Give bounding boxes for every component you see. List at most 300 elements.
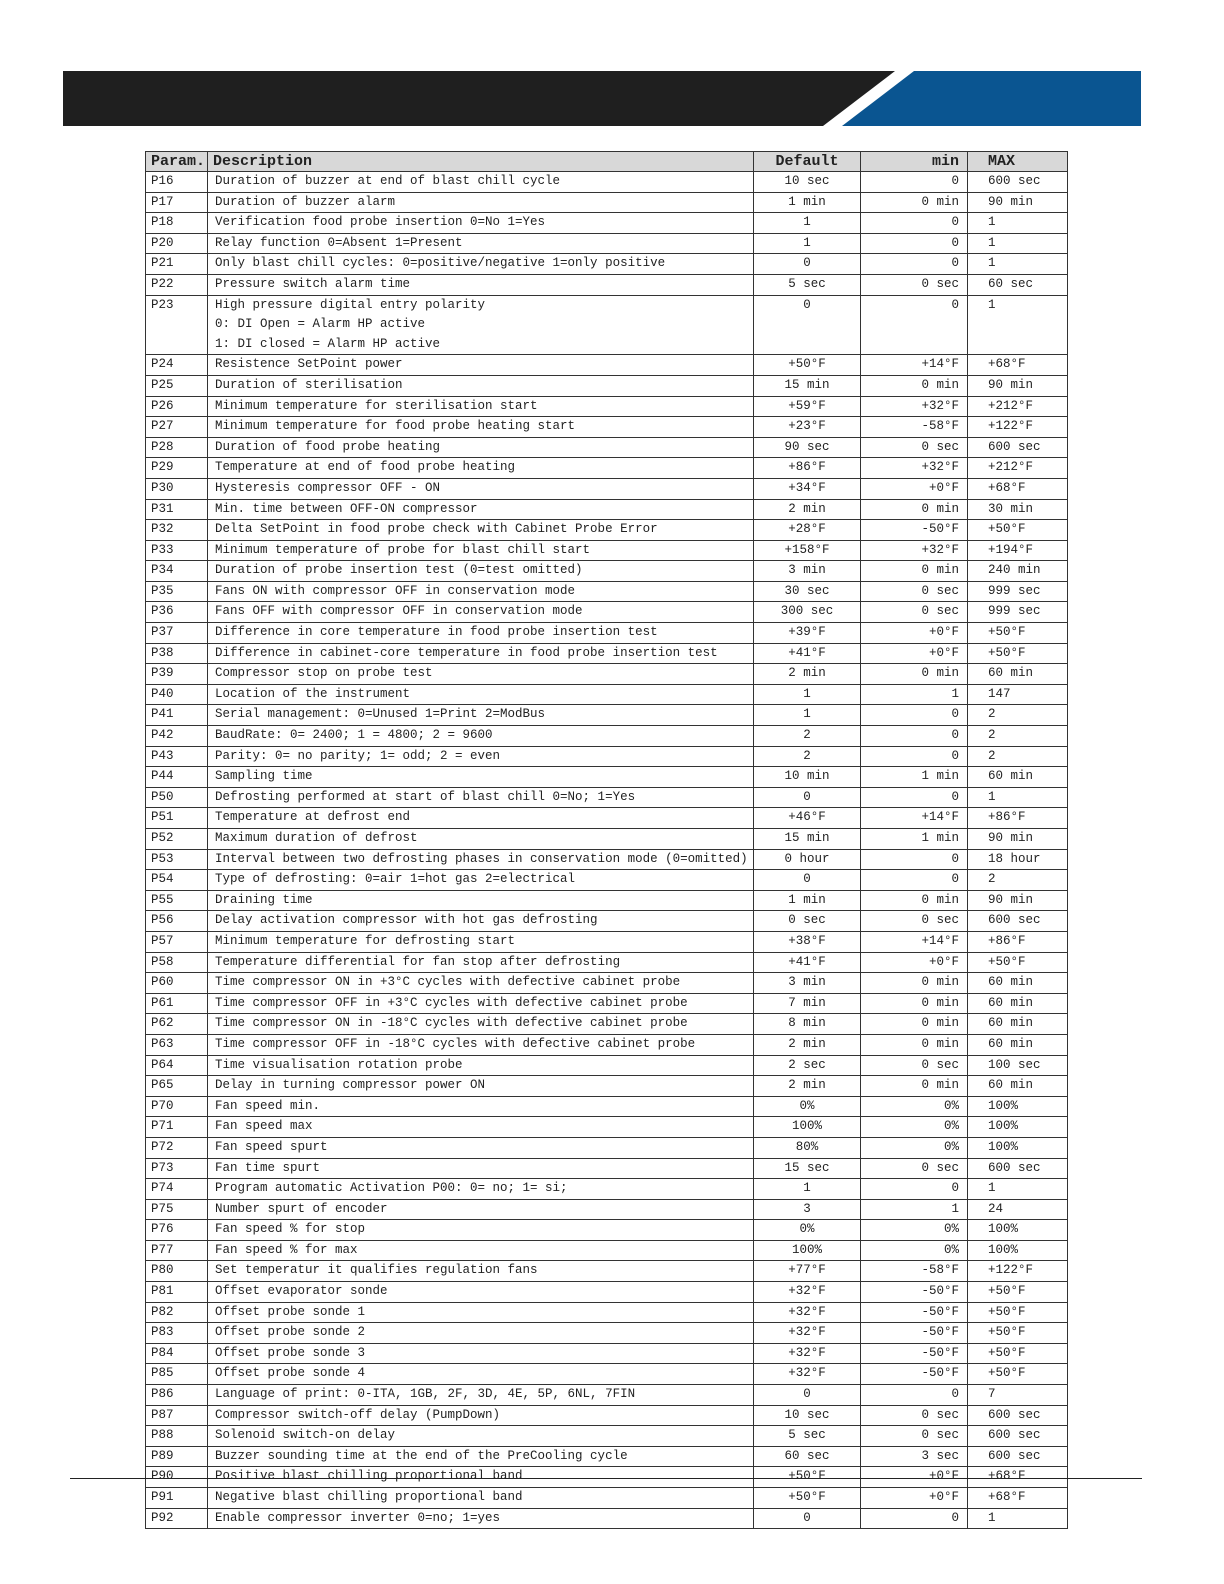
param-description [208, 1364, 754, 1385]
default-value: 60 sec [754, 1446, 861, 1467]
max-value: +50°F [968, 952, 1068, 973]
max-value: 600 sec [968, 1158, 1068, 1179]
description-line: Time visualisation rotation probe [215, 1057, 463, 1072]
param-code: P52 [146, 829, 208, 850]
param-description [208, 705, 754, 726]
description-line: Delta SetPoint in food probe check with Cabinet Probe Error [215, 522, 658, 537]
banner-blue-band [842, 71, 1141, 126]
param-code: P91 [146, 1488, 208, 1509]
table-row [146, 1137, 1068, 1158]
max-value: 1 [968, 1179, 1068, 1200]
param-description [208, 499, 754, 520]
description-line: Enable compressor inverter 0=no; 1=yes [215, 1510, 501, 1525]
param-code: P42 [146, 726, 208, 747]
description-line: Verification food probe insertion 0=No 1=Yes [215, 215, 546, 230]
default-value: +50°F [754, 1467, 861, 1488]
param-description [208, 520, 754, 541]
max-value: +50°F [968, 1323, 1068, 1344]
table-row [146, 295, 1068, 355]
table-row [146, 396, 1068, 417]
description-line: Offset probe sonde 2 [215, 1325, 366, 1340]
description-line: Draining time [215, 892, 313, 907]
param-code: P17 [146, 192, 208, 213]
description-line: Fan speed % for stop [215, 1222, 366, 1237]
min-value: 0 min [861, 1034, 968, 1055]
max-value: +68°F [968, 478, 1068, 499]
description-line: Set temperatur it qualifies regulation fans [215, 1263, 538, 1278]
table-row [146, 973, 1068, 994]
param-description [208, 1014, 754, 1035]
description-line: Duration of buzzer at end of blast chill cycle [215, 174, 561, 188]
description-line: Minimum temperature for food probe heating start [215, 419, 576, 434]
table-row [146, 254, 1068, 275]
param-code: P40 [146, 684, 208, 705]
description-line: Fan speed % for max [215, 1242, 358, 1257]
param-code: P76 [146, 1220, 208, 1241]
table-row [146, 643, 1068, 664]
table-row [146, 192, 1068, 213]
max-value: 24 [968, 1199, 1068, 1220]
description-line: Offset probe sonde 1 [215, 1304, 366, 1319]
max-value: +50°F [968, 1282, 1068, 1303]
default-value: +41°F [754, 643, 861, 664]
table-row [146, 581, 1068, 602]
max-value: 100% [968, 1137, 1068, 1158]
default-value: 10 min [754, 767, 861, 788]
param-description [208, 1323, 754, 1344]
header-description: Description [208, 152, 754, 172]
param-description [208, 478, 754, 499]
default-value: 0 [754, 787, 861, 808]
param-code: P83 [146, 1323, 208, 1344]
param-description [208, 643, 754, 664]
param-code: P53 [146, 849, 208, 870]
param-description [208, 1343, 754, 1364]
param-code: P74 [146, 1179, 208, 1200]
description-line: Duration of sterilisation [215, 377, 403, 392]
description-line: Sampling time [215, 769, 313, 784]
description-line: Location of the instrument [215, 686, 411, 701]
min-value: 0 min [861, 890, 968, 911]
description-line: Min. time between OFF-ON compressor [215, 501, 478, 516]
param-code: P23 [146, 295, 208, 355]
parameter-table [145, 151, 1068, 1529]
table-row [146, 1117, 1068, 1138]
min-value: 0 [861, 172, 968, 193]
header-param: Param. [146, 152, 208, 172]
default-value: 1 [754, 705, 861, 726]
min-value: +0°F [861, 623, 968, 644]
max-value: 60 min [968, 1034, 1068, 1055]
max-value: 2 [968, 746, 1068, 767]
default-value: 1 min [754, 192, 861, 213]
table-row [146, 746, 1068, 767]
min-value: +0°F [861, 478, 968, 499]
param-code: P73 [146, 1158, 208, 1179]
default-value: 1 [754, 213, 861, 234]
param-description [208, 1405, 754, 1426]
max-value: 1 [968, 787, 1068, 808]
table-row [146, 1096, 1068, 1117]
table-row [146, 890, 1068, 911]
table-row [146, 1323, 1068, 1344]
table-row [146, 1240, 1068, 1261]
max-value: 600 sec [968, 1446, 1068, 1467]
table-row [146, 417, 1068, 438]
description-line: Hysteresis compressor OFF - ON [215, 480, 441, 495]
default-value: 2 min [754, 664, 861, 685]
param-description [208, 1426, 754, 1447]
table-row [146, 602, 1068, 623]
param-description [208, 870, 754, 891]
max-value: 600 sec [968, 172, 1068, 193]
min-value: -50°F [861, 1302, 968, 1323]
max-value: 1 [968, 1508, 1068, 1529]
description-line: Fan speed spurt [215, 1139, 328, 1154]
param-code: P32 [146, 520, 208, 541]
table-row [146, 849, 1068, 870]
param-description [208, 911, 754, 932]
max-value: 18 hour [968, 849, 1068, 870]
description-line: Minimum temperature for sterilisation start [215, 398, 538, 413]
header-default: Default [754, 152, 861, 172]
table-row [146, 458, 1068, 479]
description-line: Number spurt of encoder [215, 1201, 388, 1216]
max-value: +68°F [968, 355, 1068, 376]
param-code: P29 [146, 458, 208, 479]
default-value: 2 min [754, 499, 861, 520]
param-description [208, 746, 754, 767]
table-row [146, 1405, 1068, 1426]
min-value: 0 min [861, 993, 968, 1014]
param-code: P31 [146, 499, 208, 520]
param-code: P20 [146, 233, 208, 254]
min-value: 0 min [861, 561, 968, 582]
min-value: 0 [861, 233, 968, 254]
table-row [146, 172, 1068, 193]
description-line: Difference in cabinet-core temperature in food probe insertion test [215, 645, 718, 660]
max-value: +50°F [968, 623, 1068, 644]
default-value: 10 sec [754, 172, 861, 193]
param-description [208, 931, 754, 952]
table-row [146, 1158, 1068, 1179]
min-value: +0°F [861, 643, 968, 664]
default-value: +38°F [754, 931, 861, 952]
default-value: 3 min [754, 561, 861, 582]
param-code: P87 [146, 1405, 208, 1426]
min-value: +0°F [861, 1488, 968, 1509]
default-value: +32°F [754, 1282, 861, 1303]
param-description [208, 808, 754, 829]
default-value: 8 min [754, 1014, 861, 1035]
min-value: 0% [861, 1117, 968, 1138]
param-description [208, 684, 754, 705]
param-code: P80 [146, 1261, 208, 1282]
default-value: 15 min [754, 375, 861, 396]
min-value: 0 sec [861, 602, 968, 623]
min-value: 0 [861, 787, 968, 808]
default-value: +77°F [754, 1261, 861, 1282]
min-value: 0 [861, 1179, 968, 1200]
description-line: Duration of food probe heating [215, 439, 441, 454]
default-value: 15 min [754, 829, 861, 850]
param-description [208, 1446, 754, 1467]
max-value: 90 min [968, 375, 1068, 396]
min-value: +14°F [861, 931, 968, 952]
default-value: 0 hour [754, 849, 861, 870]
default-value: 2 [754, 726, 861, 747]
param-description [208, 1179, 754, 1200]
param-description [208, 1385, 754, 1406]
min-value: 0 [861, 1508, 968, 1529]
min-value: -58°F [861, 417, 968, 438]
min-value: 1 min [861, 767, 968, 788]
max-value: 1 [968, 295, 1068, 355]
param-description [208, 1055, 754, 1076]
param-code: P28 [146, 437, 208, 458]
default-value: 2 sec [754, 1055, 861, 1076]
table-row [146, 561, 1068, 582]
min-value: 0% [861, 1220, 968, 1241]
default-value: +41°F [754, 952, 861, 973]
table-row [146, 993, 1068, 1014]
param-description [208, 213, 754, 234]
param-code: P55 [146, 890, 208, 911]
table-row [146, 213, 1068, 234]
default-value: +39°F [754, 623, 861, 644]
param-description [208, 623, 754, 644]
min-value: +0°F [861, 952, 968, 973]
table-row [146, 1426, 1068, 1447]
default-value: 10 sec [754, 1405, 861, 1426]
table-row [146, 274, 1068, 295]
param-code: P71 [146, 1117, 208, 1138]
default-value: +32°F [754, 1364, 861, 1385]
description-line: Time compressor ON in -18°C cycles with defective cabinet probe [215, 1016, 688, 1031]
table-row [146, 664, 1068, 685]
param-code: P84 [146, 1343, 208, 1364]
param-description [208, 993, 754, 1014]
max-value: 2 [968, 870, 1068, 891]
min-value: 0 [861, 746, 968, 767]
max-value: 7 [968, 1385, 1068, 1406]
min-value: 0 min [861, 973, 968, 994]
param-description [208, 890, 754, 911]
max-value: +50°F [968, 1343, 1068, 1364]
default-value: 0 [754, 254, 861, 275]
min-value: 0 sec [861, 437, 968, 458]
default-value: 30 sec [754, 581, 861, 602]
min-value: 0 [861, 1385, 968, 1406]
min-value: 0% [861, 1096, 968, 1117]
max-value: 100% [968, 1240, 1068, 1261]
default-value: 100% [754, 1117, 861, 1138]
max-value: 90 min [968, 890, 1068, 911]
min-value: 0 sec [861, 1158, 968, 1179]
description-line: Time compressor ON in +3°C cycles with defective cabinet probe [215, 975, 681, 990]
max-value: 999 sec [968, 581, 1068, 602]
max-value: 60 min [968, 973, 1068, 994]
param-code: P35 [146, 581, 208, 602]
min-value: 0 min [861, 1014, 968, 1035]
description-line: Resistence SetPoint power [215, 357, 403, 372]
param-description [208, 1302, 754, 1323]
table-row [146, 1282, 1068, 1303]
table-row [146, 355, 1068, 376]
max-value: 147 [968, 684, 1068, 705]
param-code: P26 [146, 396, 208, 417]
param-code: P54 [146, 870, 208, 891]
table-row [146, 705, 1068, 726]
param-code: P65 [146, 1076, 208, 1097]
default-value: 15 sec [754, 1158, 861, 1179]
param-code: P27 [146, 417, 208, 438]
description-line: Interval between two defrosting phases in conservation mode (0=omitted) [215, 851, 748, 866]
table-row [146, 233, 1068, 254]
param-description [208, 1117, 754, 1138]
min-value: 0 sec [861, 1055, 968, 1076]
description-line: Offset evaporator sonde [215, 1284, 388, 1299]
param-description [208, 1240, 754, 1261]
max-value: 60 sec [968, 274, 1068, 295]
param-code: P77 [146, 1240, 208, 1261]
default-value: 2 [754, 746, 861, 767]
max-value: +86°F [968, 931, 1068, 952]
param-description [208, 417, 754, 438]
param-description [208, 1199, 754, 1220]
max-value: 60 min [968, 1076, 1068, 1097]
param-code: P39 [146, 664, 208, 685]
max-value: +212°F [968, 396, 1068, 417]
table-row [146, 1343, 1068, 1364]
default-value: +86°F [754, 458, 861, 479]
description-line: Duration of buzzer alarm [215, 194, 396, 209]
description-line: High pressure digital entry polarity [215, 297, 486, 312]
description-line: Minimum temperature for defrosting start [215, 933, 516, 948]
param-description [208, 540, 754, 561]
table-row [146, 1179, 1068, 1200]
max-value: 1 [968, 213, 1068, 234]
description-line: Program automatic Activation P00: 0= no; 1= si; [215, 1181, 568, 1196]
param-code: P92 [146, 1508, 208, 1529]
min-value: 0 [861, 213, 968, 234]
table-row [146, 1199, 1068, 1220]
max-value: +122°F [968, 417, 1068, 438]
max-value: +212°F [968, 458, 1068, 479]
table-header-row [146, 152, 1068, 172]
max-value: 999 sec [968, 602, 1068, 623]
param-description [208, 192, 754, 213]
table-row [146, 437, 1068, 458]
description-line: Fan speed min. [215, 1098, 321, 1113]
description-line: Offset probe sonde 4 [215, 1366, 366, 1381]
param-description [208, 1137, 754, 1158]
table-row [146, 623, 1068, 644]
description-line: Minimum temperature of probe for blast chill start [215, 542, 591, 557]
param-description [208, 581, 754, 602]
max-value: +68°F [968, 1467, 1068, 1488]
param-description [208, 787, 754, 808]
min-value: 0 [861, 870, 968, 891]
param-description [208, 1034, 754, 1055]
param-code: P50 [146, 787, 208, 808]
param-code: P63 [146, 1034, 208, 1055]
param-description [208, 1261, 754, 1282]
param-code: P88 [146, 1426, 208, 1447]
param-code: P34 [146, 561, 208, 582]
param-code: P58 [146, 952, 208, 973]
table-row [146, 1508, 1068, 1529]
param-code: P90 [146, 1467, 208, 1488]
max-value: +50°F [968, 520, 1068, 541]
max-value: 60 min [968, 1014, 1068, 1035]
param-code: P30 [146, 478, 208, 499]
table-row [146, 684, 1068, 705]
param-code: P22 [146, 274, 208, 295]
param-description [208, 254, 754, 275]
min-value: 0 [861, 726, 968, 747]
default-value: 0% [754, 1220, 861, 1241]
min-value: 0% [861, 1137, 968, 1158]
max-value: 100 sec [968, 1055, 1068, 1076]
header-banner [0, 0, 1224, 140]
param-code: P62 [146, 1014, 208, 1035]
default-value: 0 [754, 1385, 861, 1406]
default-value: 3 [754, 1199, 861, 1220]
max-value: 60 min [968, 664, 1068, 685]
param-code: P89 [146, 1446, 208, 1467]
description-line: Maximum duration of defrost [215, 831, 418, 845]
max-value: 60 min [968, 767, 1068, 788]
param-code: P43 [146, 746, 208, 767]
default-value: 0% [754, 1096, 861, 1117]
table-row [146, 1055, 1068, 1076]
description-line: Difference in core temperature in food probe insertion test [215, 625, 658, 640]
max-value: +50°F [968, 643, 1068, 664]
default-value: 5 sec [754, 274, 861, 295]
default-value: +158°F [754, 540, 861, 561]
param-code: P85 [146, 1364, 208, 1385]
default-value: +32°F [754, 1323, 861, 1344]
max-value: 600 sec [968, 911, 1068, 932]
param-code: P70 [146, 1096, 208, 1117]
max-value: 2 [968, 726, 1068, 747]
table-row [146, 1034, 1068, 1055]
max-value: 600 sec [968, 1426, 1068, 1447]
default-value: 1 [754, 233, 861, 254]
description-line: Compressor stop on probe test [215, 666, 433, 681]
default-value: +34°F [754, 478, 861, 499]
param-code: P21 [146, 254, 208, 275]
default-value: +28°F [754, 520, 861, 541]
param-description [208, 396, 754, 417]
min-value: 0 min [861, 375, 968, 396]
description-line: Language of print: 0-ITA, 1GB, 2F, 3D, 4E, 5P, 6NL, 7FIN [215, 1387, 636, 1402]
param-code: P18 [146, 213, 208, 234]
min-value: +32°F [861, 540, 968, 561]
table-row [146, 1385, 1068, 1406]
param-code: P72 [146, 1137, 208, 1158]
description-line: Offset probe sonde 3 [215, 1345, 366, 1360]
default-value: +32°F [754, 1302, 861, 1323]
default-value: +59°F [754, 396, 861, 417]
table-row [146, 911, 1068, 932]
max-value: +122°F [968, 1261, 1068, 1282]
description-line: Temperature at end of food probe heating [215, 460, 516, 475]
max-value: +50°F [968, 1302, 1068, 1323]
min-value: 0 min [861, 499, 968, 520]
min-value: 0 sec [861, 581, 968, 602]
